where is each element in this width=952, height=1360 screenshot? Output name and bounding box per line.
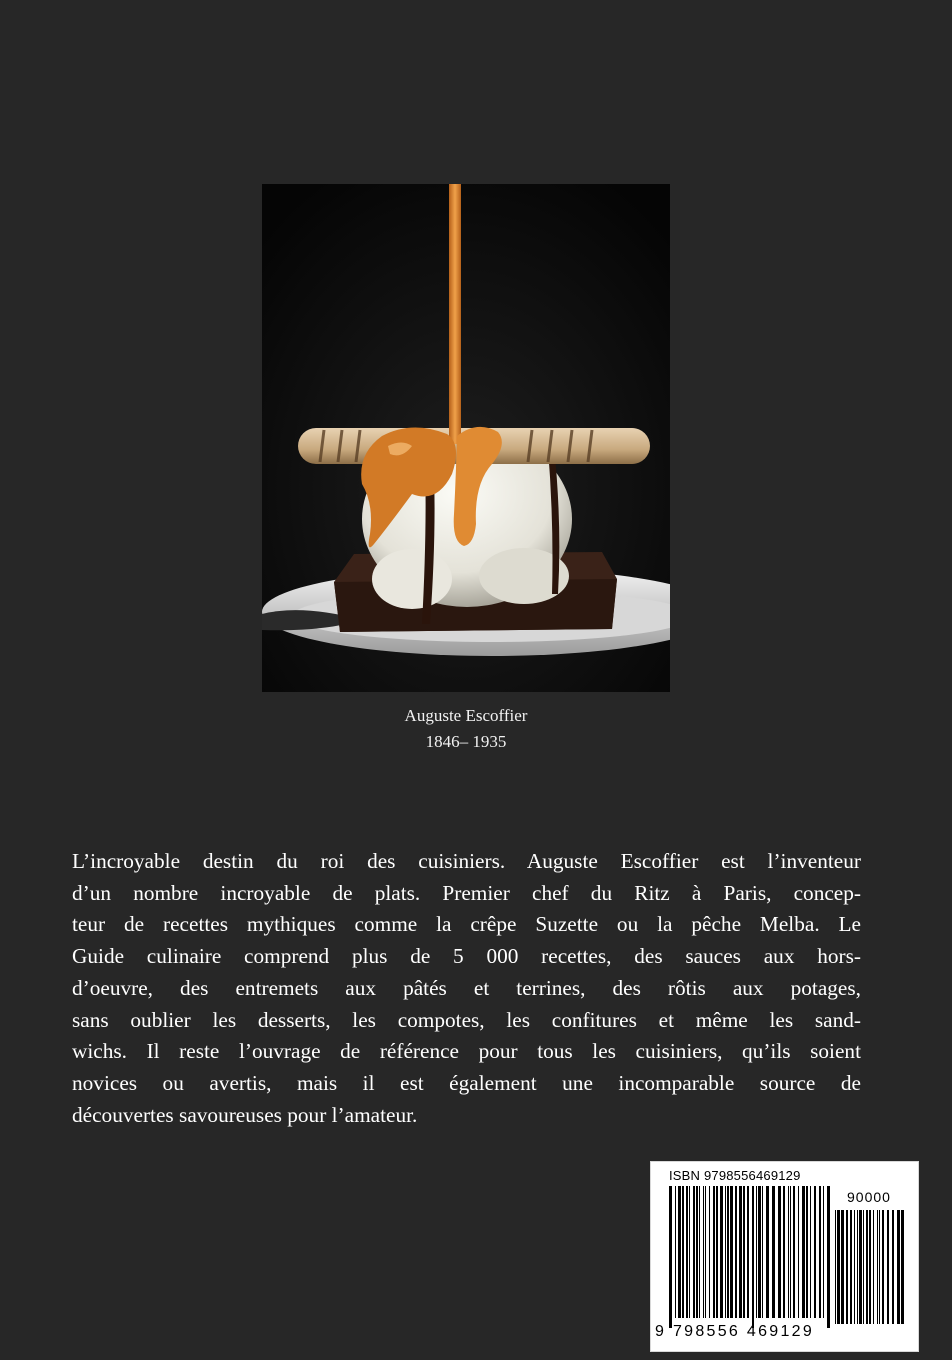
blurb-line: L’incroyable destin du roi des cuisiniers. Auguste Escoffier est l’inventeur bbox=[72, 849, 861, 873]
barcode-bar bbox=[879, 1210, 880, 1324]
blurb-line: d’un nombre incroyable de plats. Premier chef du Ritz à Paris, concep- bbox=[72, 880, 861, 905]
barcode-bar bbox=[850, 1210, 852, 1324]
isbn-digits: 9 798556 469129 bbox=[655, 1323, 815, 1340]
barcode-bar bbox=[730, 1186, 733, 1318]
barcode-bar bbox=[802, 1186, 805, 1318]
barcode-bar bbox=[752, 1186, 754, 1328]
barcode-bar bbox=[735, 1186, 737, 1318]
blurb-line: wichs. Il reste l’ouvrage de référence pour tous les cuisiniers, qu’ils soient bbox=[72, 1039, 861, 1064]
barcode-bar bbox=[743, 1186, 745, 1318]
barcode-bar bbox=[788, 1186, 789, 1318]
blurb-line: novices ou avertis, mais il est également une incomparable source de bbox=[72, 1070, 861, 1095]
caption-name: Auguste Escoffier bbox=[404, 706, 528, 725]
barcode-bar bbox=[841, 1210, 844, 1324]
price-code: 90000 bbox=[847, 1189, 891, 1205]
barcode-bar bbox=[806, 1186, 808, 1318]
barcode-bar bbox=[709, 1186, 710, 1318]
barcode-bar bbox=[837, 1210, 840, 1324]
barcode-bar bbox=[873, 1210, 874, 1324]
barcode-bar bbox=[814, 1186, 816, 1318]
barcode-bar bbox=[854, 1210, 855, 1324]
barcode-bar bbox=[857, 1210, 858, 1324]
blurb-line: sans oublier les desserts, les compotes, les confitures et même les sand- bbox=[72, 1007, 861, 1032]
barcode-bar bbox=[783, 1186, 785, 1318]
barcode-bar bbox=[758, 1186, 761, 1318]
photo-caption bbox=[262, 703, 670, 755]
blurb-line: d’oeuvre, des entremets aux pâtés et terrines, des rôtis aux potages, bbox=[72, 975, 861, 1000]
barcode-bar bbox=[705, 1186, 706, 1318]
barcode-bar bbox=[762, 1186, 763, 1318]
barcode-bar bbox=[727, 1186, 729, 1318]
barcode-bar bbox=[693, 1186, 695, 1318]
barcode-bar bbox=[739, 1186, 742, 1318]
barcode-bar bbox=[720, 1186, 723, 1318]
barcode-bar bbox=[716, 1186, 718, 1318]
barcode-bar bbox=[669, 1186, 672, 1328]
barcode-bar bbox=[689, 1186, 690, 1318]
barcode-bar bbox=[682, 1186, 684, 1318]
barcode-bar bbox=[790, 1186, 791, 1318]
barcode-bar bbox=[859, 1210, 862, 1324]
barcode-bar bbox=[778, 1186, 781, 1318]
barcode-bar bbox=[810, 1186, 811, 1318]
barcode-bar bbox=[756, 1186, 757, 1318]
barcode-bar bbox=[887, 1210, 889, 1324]
barcode-bar bbox=[882, 1210, 884, 1324]
isbn-label: ISBN 9798556469129 bbox=[669, 1168, 801, 1183]
isbn-barcode bbox=[650, 1161, 919, 1352]
addon-barcode-bars bbox=[835, 1210, 905, 1334]
barcode-bar bbox=[696, 1186, 698, 1318]
barcode-bar bbox=[725, 1186, 726, 1318]
blurb-line: découvertes savoureuses pour l’amateur. bbox=[72, 1102, 418, 1127]
barcode-bar bbox=[901, 1210, 904, 1324]
cover-photo bbox=[262, 184, 670, 692]
barcode-bar bbox=[713, 1186, 715, 1318]
barcode-bar bbox=[686, 1186, 688, 1318]
barcode-bar bbox=[877, 1210, 878, 1324]
barcode-bar bbox=[819, 1186, 821, 1318]
barcode-bar bbox=[863, 1210, 864, 1324]
barcode-bar bbox=[675, 1186, 676, 1318]
barcode-bar bbox=[892, 1210, 894, 1324]
barcode-bar bbox=[772, 1186, 775, 1318]
blurb-line: Guide culinaire comprend plus de 5 000 recettes, des sauces aux hors- bbox=[72, 944, 861, 969]
barcode-bar bbox=[835, 1210, 836, 1324]
barcode-bars bbox=[669, 1186, 831, 1328]
barcode-bar bbox=[823, 1186, 824, 1318]
dessert-illustration bbox=[262, 184, 670, 692]
caramel-stream bbox=[449, 184, 461, 444]
barcode-bar bbox=[798, 1186, 799, 1318]
barcode-bar bbox=[869, 1210, 871, 1324]
barcode-bar bbox=[846, 1210, 848, 1324]
caption-dates: 1846– 1935 bbox=[425, 732, 507, 751]
barcode-bar bbox=[827, 1186, 830, 1328]
blurb-line: teur de recettes mythiques comme la crêpe Suzette ou la pêche Melba. Le bbox=[72, 912, 861, 937]
barcode-bar bbox=[897, 1210, 900, 1324]
barcode-bar bbox=[699, 1186, 700, 1318]
barcode-bar bbox=[703, 1186, 704, 1318]
barcode-bar bbox=[793, 1186, 795, 1318]
barcode-bar bbox=[866, 1210, 868, 1324]
barcode-bar bbox=[766, 1186, 769, 1318]
barcode-bar bbox=[678, 1186, 681, 1318]
barcode-bar bbox=[747, 1186, 749, 1318]
back-cover-blurb bbox=[72, 846, 861, 1131]
